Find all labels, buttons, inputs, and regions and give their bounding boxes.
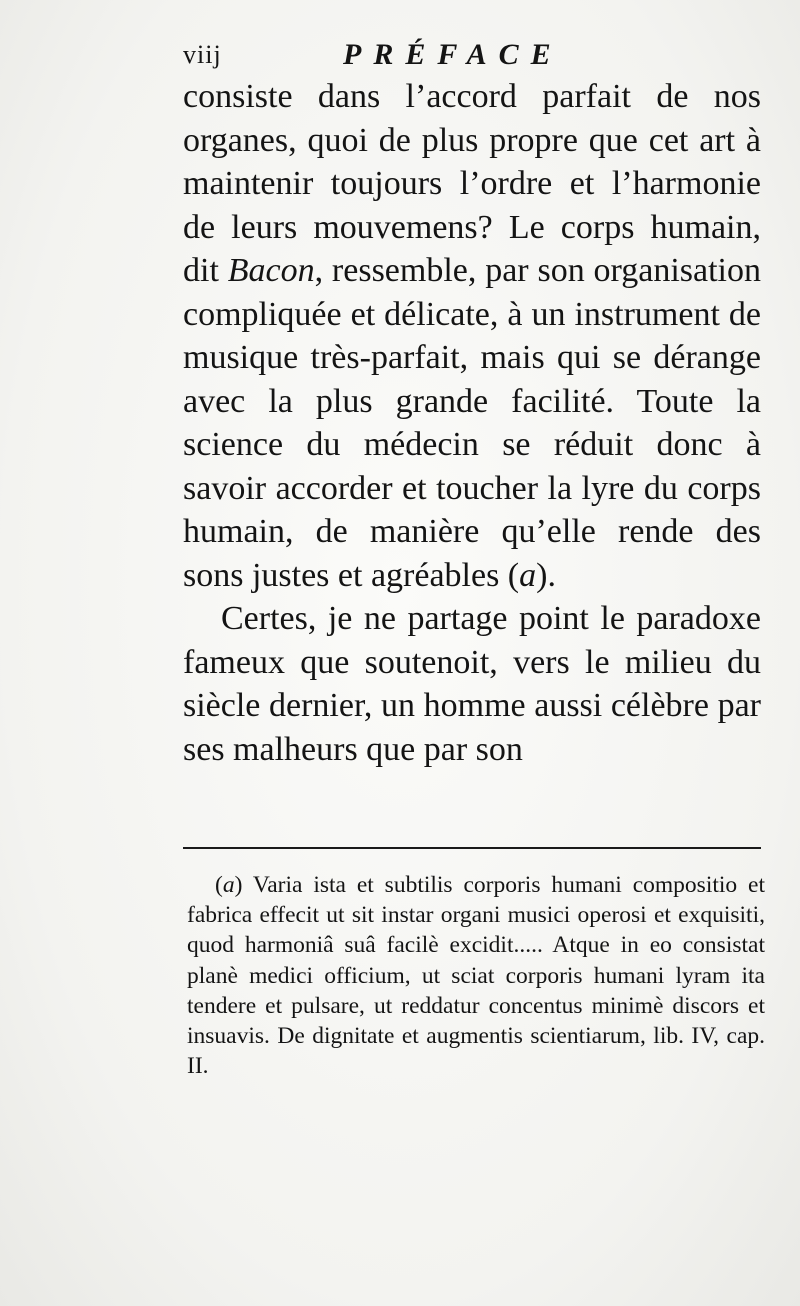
footnote-marker-close: ) xyxy=(234,872,253,898)
paragraph-1-text-b: , ressemble, par son organisation compliquée et délicate, à un instrument de musique très-parfait, mais qui se dérange avec la plus grande facilité. Toute la science du médecin se réduit donc à savoir accorder et toucher la lyre du corps humain, de manière qu’elle rende des sons justes et agréables ( xyxy=(183,252,761,594)
footnote-marker: a xyxy=(222,872,235,898)
paragraph-1 xyxy=(183,75,761,597)
main-text xyxy=(183,75,761,771)
paragraph-1-text-a: consiste dans l’accord parfait de nos organes, quoi de plus propre que cet art à maintenir toujours l’ordre et l’harmonie de leurs mouvemens? Le corps humain, dit xyxy=(183,78,761,289)
page-number: viij xyxy=(183,40,222,69)
footnote-marker-open: ( xyxy=(215,872,223,898)
paragraph-1-text-c: ). xyxy=(536,556,556,594)
author-name: Bacon xyxy=(227,252,315,289)
footnote-text: Varia ista et subtilis corporis humani compositio et fabrica effecit ut sit instar organi musici operosi et exquisiti, quod harmoniâ suâ facilè excidit..... Atque in eo consistat planè medici officium, ut sciat corporis humani lyram ita tendere et pulsare, ut reddatur concentus minimè discors et insuavis. De dignitate et augmentis scientiarum, lib. IV, cap. II. xyxy=(187,872,765,1080)
paragraph-2: Certes, je ne partage point le paradoxe fameux que soutenoit, vers le milieu du siècle dernier, un homme aussi célèbre par ses malheurs que par son xyxy=(183,600,761,768)
footnote-reference: a xyxy=(519,556,537,594)
footnote-separator xyxy=(183,847,761,849)
footnote xyxy=(187,870,765,1081)
footnote-paragraph xyxy=(187,870,765,1081)
running-title: PRÉFACE xyxy=(343,38,563,71)
page-header xyxy=(183,30,758,74)
